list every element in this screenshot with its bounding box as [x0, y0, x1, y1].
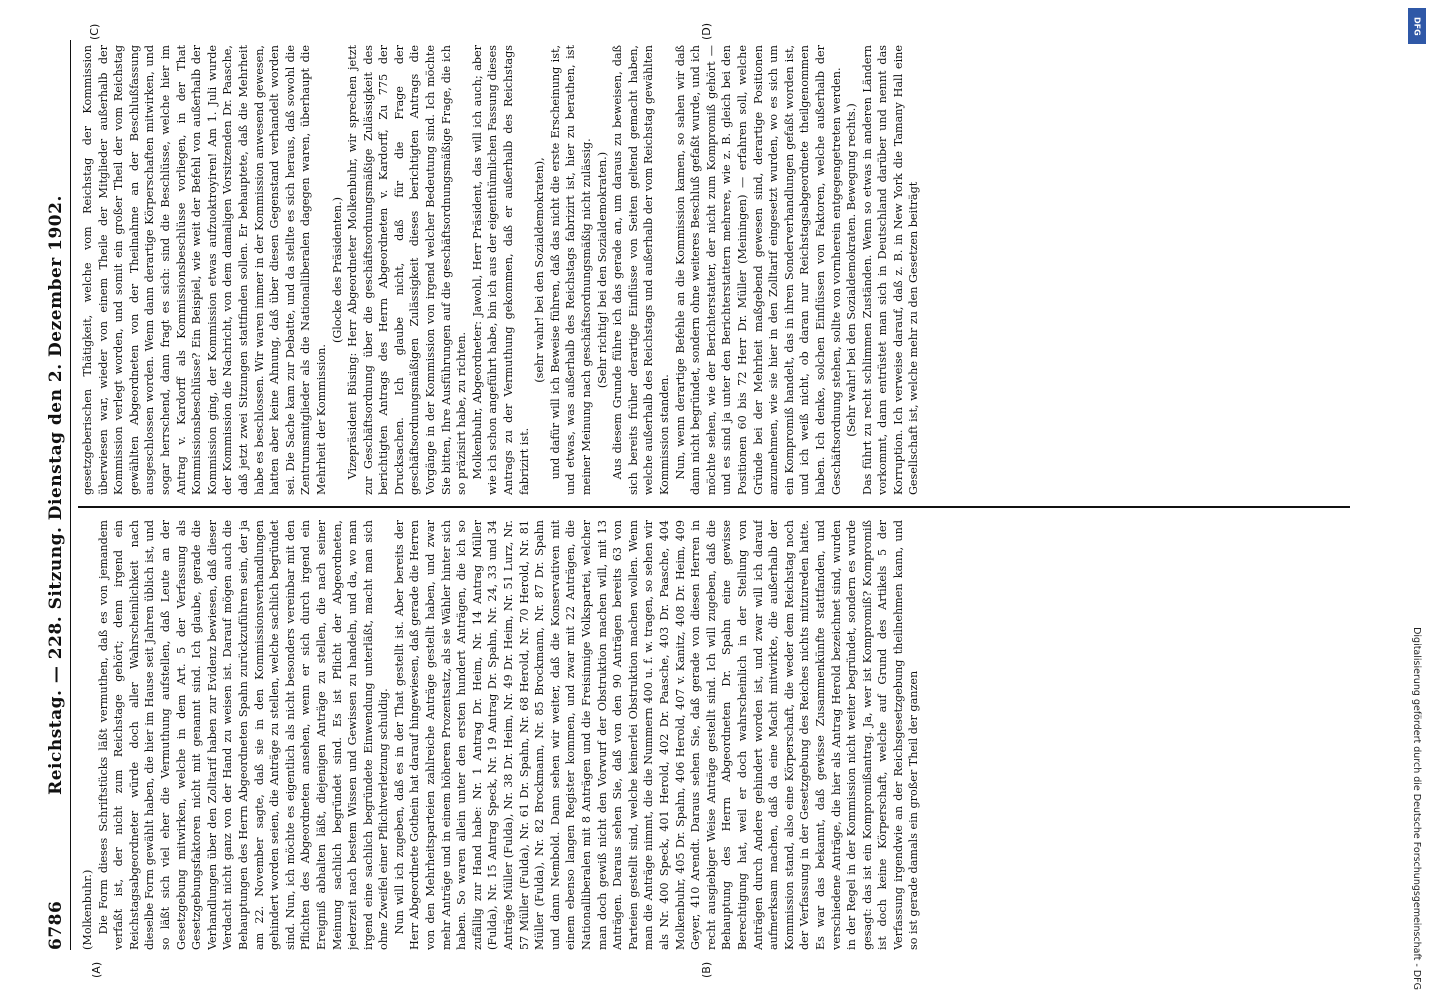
paragraph: Die Form dieses Schriftstücks läßt vermuthen, daß es von jemandem verfaßt ist, der nicht zum Reichstage gehört; denn irgend ein Reichstagsabgeordneter würde doch aller Wahrscheinlichkeit nach dieselbe Form gewählt haben, die hier im Hause seit Jahren üblich ist, und so läßt sich viel eher die Vermuthung aufstellen, daß Leute an der Gesetzgebung mitwirken, welche in dem Art. 5 der Verfassung als Gesetzgebungsfaktoren nicht mit genannt sind. Ich glaube, gerade die Verhandlungen über den Zolltarif haben zur Evidenz bewiesen, daß dieser Verdacht nicht ganz von der Hand zu weisen ist. Darauf mögen auch die Behauptungen des Herrn Abgeordneten Spahn zurückzuführen sein, der ja am 22. November sagte, daß sie in den Kommissionsverhandlungen gehindert worden seien, die Anträge zu stellen, welche sachlich begründet sind. Nun, ich möchte es eigentlich als nicht besonders vereinbar mit den Pflichten des Abgeordneten ansehen, wenn er sich durch irgend ein Ereigniß abhalten läßt, diejenigen Anträge zu stellen, die nach seiner Meinung sachlich begründet sind. Es ist Pflicht der Abgeordneten, jederzeit nach bestem Wissen und Gewissen zu handeln, und da, wo man irgend eine sachlich begründete Einwendung unterläßt, macht man sich ohne Zweifel einer Pflichtverletzung schuldig.: [96, 520, 391, 950]
margin-marker-a: (A): [90, 961, 103, 978]
paragraph: Vizepräsident Büsing: Herr Abgeordneter Molkenbuhr, wir sprechen jetzt zur Geschäftsordnung über die geschäftsordnungsmäßige Zulässigkeit des berichtigten Antrags des Herrn Abgeordneten v. Kardorff, Zu 775 der Drucksachen. Ich glaube nicht, daß für die Frage der geschäftsordnungsmäßigen Zulässigkeit dieses berichtigten Antrags die Vorgänge in der Kommission von irgend welcher Bedeutung sind. Ich möchte Sie bitten, Ihre Ausführungen auf die geschäftsordnungsmäßige Frage, die ich so präzisirt habe, zu richten.: [346, 45, 469, 495]
paragraph: und dafür will ich Beweise führen, daß das nicht die erste Erscheinung ist, und etwas, was außerhalb des Reichstags fabrizirt ist, hier zu berathen, ist meiner Meinung nach geschäftsordnungsmäßig nicht zulässig.: [548, 45, 593, 495]
interjection: (Sehr wahr! bei den Sozialdemokraten. Bewegung rechts.): [845, 103, 859, 437]
page-title: Reichstag. — 228. Sitzung. Dienstag den 2. Dezember 1902.: [46, 195, 66, 795]
right-column: [80, 45, 1360, 495]
paragraph: Nun will ich zugeben, daß es in der That gestellt ist. Aber bereits der Herr Abgeordnete Gothein hat darauf hingewiesen, daß gerade die Herren von den Mehrheitsparteien zahlreiche Anträge gestellt haben, und zwar mehr Anträge und in einem höheren Prozentsatz, als sie Wähler hinter sich haben. So waren allein unter den ersten hundert Anträgen, die ich so zufällig zur Hand habe: Nr. 1 Antrag Dr. Heim, Nr. 14 Antrag Müller (Fulda), Nr. 15 Antrag Speck, Nr. 19 Antrag Dr. Spahn, Nr. 24, 33 und 34 Anträge Müller (Fulda), Nr. 38 Dr. Heim, Nr. 49 Dr. Heim, Nr. 51 Lurz, Nr. 57 Müller (Fulda), Nr. 61 Dr. Spahn, Nr. 68 Herold, Nr. 70 Herold, Nr. 81 Müller (Fulda), Nr. 82 Brockmann, Nr. 85 Brockmann, Nr. 87 Dr. Spahn und dann Nembold. Dann sehen wir weiter, daß die Konservativen mit einem ebenso langen Register kommen, und zwar mit 22 Anträgen, die Nationalliberalen mit 8 Anträgen und die Freisinnige Volkspartei, welcher man doch gewiß nicht den Vorwurf der Obstruktion machen will, mit 13 Anträgen. Daraus sehen Sie, daß von den 90 Anträgen bereits 63 von Parteien gestellt sind, welche keinerlei Obstruktion machen wollen. Wenn man die Anträge nimmt, die die Nummern 400 u. f. w. tragen, so sehen wir als Nr. 400 Speck, 401 Herold, 402 Dr. Paasche, 403 Dr. Paasche, 404 Molkenbuhr, 405 Dr. Spahn, 406 Herold, 407 v. Kanitz, 408 Dr. Heim, 409 Geyer, 410 Arendt. Daraus sehen Sie, daß gerade von diesen Herren in recht ausgiebiger Weise Anträge gestellt sind. Ich will zugeben, daß die Behauptung des Herrn Abgeordneten Dr. Spahn eine gewisse Berechtigung hat, weil er doch wahrscheinlich in der Stellung von Anträgen durch Andere gehindert worden ist, und zwar will ich darauf aufmerksam machen, daß da eine Macht mitwirkte, die außerhalb der Kommission stand, also eine Körperschaft, die weder dem Reichstag noch der Verfassung in der Gesetzgebung des Reiches nichts mitzureden hatte. Es war das bekannt, daß gewisse Zusammenkünfte stattfanden, und verschiedene Anträge, die hier als Antrag Herold bezeichnet sind, wurden in der Regel in der Kommission nicht weiter begründet, sondern es wurde gesagt: das ist ein Kompromißantrag. Ja, wer ist Kompromiß? Kompromiß ist doch keine Körperschaft, welche auf Grund des Artikels 5 der Verfassung irgendwie an der Reichsgesetzgebung theilnehmen kann, und so ist gerade damals ein großer Theil der ganzen: [392, 520, 921, 950]
paragraph: Das führt zu recht schlimmen Zuständen. Wenn so etwas in anderen Ländern vorkommt, dann entrüstet man sich in Deutschland darüber und nennt das Korruption. Ich verweise darauf, daß z. B. in New York die Tamany Hall eine Gesellschaft ist, welche mehr zu den Gesetzen beiträgt: [860, 45, 921, 495]
paragraph: Aus diesem Grunde führe ich das gerade an, um daraus zu beweisen, daß sich bereits früher derartige Einflüsse von Seiten geltend gemacht haben, welche außerhalb des Reichstags und außerhalb der vom Reichstag gewählten Kommission standen.: [611, 45, 671, 495]
speaker-label: (Molkenbuhr.): [81, 869, 94, 950]
margin-marker-b: (B): [700, 961, 713, 978]
margin-marker-d: (D): [700, 22, 713, 40]
digitization-stamp: [1404, 10, 1428, 990]
paragraph: Molkenbuhr, Abgeordneter: Jawohl, Herr Präsident, das will ich auch; aber wie ich schon angeführt habe, bin ich aus der eigenthümlichen Fassung dieses Antrags zu der Vermuthung gekommen, daß er außerhalb des Reichstags fabrizirt ist.: [470, 45, 531, 495]
dfg-logo: DFG: [1408, 8, 1426, 44]
paragraph: Nun, wenn derartige Befehle an die Kommission kamen, so sahen wir daß dann nicht begründet, sondern ohne weiteres Beschluß gefaßt wurde, und ich möchte sehen, wie der Berichterstatter, der nicht zum Kompromiß gehört — und es sind ja unter den Berichterstattern mehrere, wie z. B. gleich bei den Positionen 60 bis 72 Herr Dr. Müller (Meiningen) — erfahren soll, welche Gründe bei der Mehrheit maßgebend gewesen sind, derartige Positionen anzunehmen, wie sie hier in den Zolltarif eingesetzt wurden, wo es sich um ein Kompromiß handelt, das in ihren Sonderverhandlungen gefaßt worden ist, und ich weiß nicht, ob daran nur Reichstagsabgeordnete theilgenommen haben. Ich denke, solchen Einflüssen von Faktoren, welche außerhalb der Geschäftsordnung stehen, sollte von vornherein entgegengetreten werden.: [673, 45, 843, 495]
column-divider: [78, 507, 1350, 509]
margin-marker-c: (C): [88, 23, 101, 40]
left-column: [80, 520, 1360, 950]
digitization-credit: Digitalisierung gefördert durch die Deutsche Forschungsgemeinschaft - DFG: [1411, 627, 1422, 990]
page-number: 6786: [46, 900, 66, 950]
interjection: (Glocke des Präsidenten.): [330, 197, 344, 344]
page-header: [40, 40, 71, 950]
paragraph: gesetzgeberischen Thätigkeit, welche vom Reichstag der Kommission überwiesen war, wieder von einem Theile der Mitglieder außerhalb der Kommission verlegt worden, und somit ein großer Theil der vom Reichstag gewählten Abgeordneten von der Theilnahme an der Beschlußfassung ausgeschlossen worden. Wenn dann derartige Körperschaften mitwirken, und sogar herrschend, dann fragt es sich: sind die Beschlüsse, welche hier im Antrag v. Kardorff als Kommissionsbeschlüsse vorliegen, in der That Kommissionsbeschlüsse? Ein Beispiel, wie weit der Befehl von außerhalb der Kommission ging, der Kommission etwas aufzuoktroyiren! Am 1. Juli wurde der Kommission die Nachricht, von dem damaligen Vorsitzenden Dr. Paasche, daß jetzt zwei Sitzungen stattfinden sollen. Er behauptete, daß die Mehrheit habe es beschlossen. Wir waren immer in der Kommission anwesend gewesen, hatten aber keine Ahnung, daß über diesen Gegenstand verhandelt worden sei. Die Sache kam zur Debatte, und da stellte es sich heraus, daß sowohl die Zentrumsmitglieder als die Nationalliberalen dagegen waren, überhaupt die Mehrheit der Kommission.: [81, 45, 328, 495]
interjection: (Sehr richtig! bei den Sozialdemokraten.): [595, 151, 609, 389]
interjection: (sehr wahr! bei den Sozialdemokraten),: [533, 157, 547, 383]
